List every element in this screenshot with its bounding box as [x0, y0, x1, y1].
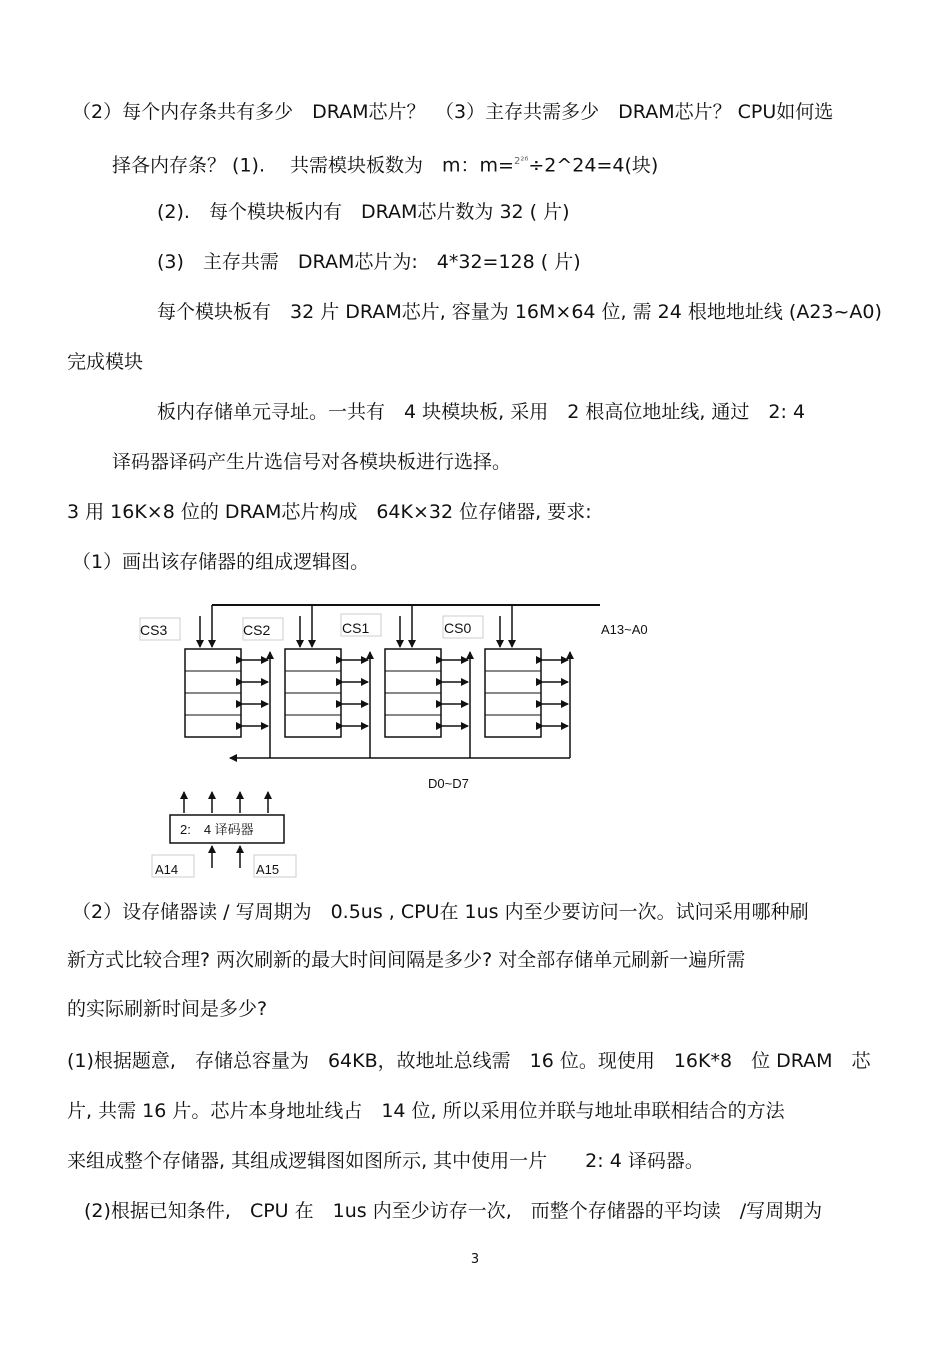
data-bus-label: D0~D7 — [428, 776, 469, 791]
address-bus-label: A13~A0 — [601, 622, 648, 637]
text-line-11: （2）设存储器读 / 写周期为 0.5us , CPU在 1us 内至少要访问一次。试问采用哪种刷 — [72, 901, 809, 923]
text-line-2a: 择各内存条？ (1). 共需模块板数为 m：m= — [112, 154, 514, 177]
cs1-label: CS1 — [342, 620, 370, 636]
text-line-4: (3) 主存共需 DRAM芯片为: 4*32=128 ( 片) — [157, 251, 581, 273]
data-links — [230, 652, 570, 758]
text-line-3: (2). 每个模块板内有 DRAM芯片数为 32 ( 片) — [157, 201, 570, 223]
text-line-13: 的实际刷新时间是多少? — [67, 998, 268, 1020]
text-line-2 — [112, 150, 658, 177]
chip-group-4 — [485, 605, 541, 737]
text-line-12: 新方式比较合理? 两次刷新的最大时间间隔是多少? 对全部存储单元刷新一遍所需 — [67, 949, 746, 971]
a15-label: A15 — [256, 862, 280, 877]
text-line-17: (2)根据已知条件, CPU 在 1us 内至少访存一次, 而整个存储器的平均读 /写周期为 — [84, 1200, 823, 1222]
text-line-15: 片, 共需 16 片。芯片本身地址线占 14 位, 所以采用位并联与地址串联相结合的方法 — [67, 1100, 785, 1122]
decoder-block — [152, 792, 296, 877]
chip-group-2 — [285, 605, 341, 737]
text-line-10: （1）画出该存储器的组成逻辑图。 — [72, 551, 370, 573]
chip-group-1 — [185, 605, 241, 737]
formula-superscript: 2²⁶ — [513, 156, 529, 167]
page-number: 3 — [470, 1252, 480, 1267]
decoder-label: 2: 4 译码器 — [180, 822, 254, 837]
memory-logic-diagram — [130, 598, 690, 883]
text-line-16: 来组成整个存储器, 其组成逻辑图如图所示, 其中使用一片 2: 4 译码器。 — [67, 1150, 704, 1172]
a14-label: A14 — [155, 862, 179, 877]
text-line-6: 完成模块 — [67, 351, 144, 373]
text-line-8: 译码器译码产生片选信号对各模块板进行选择。 — [112, 451, 512, 473]
chip-group-3 — [385, 605, 441, 737]
text-line-9: 3 用 16K×8 位的 DRAM芯片构成 64K×32 位存储器, 要求: — [67, 501, 592, 523]
text-line-2b: ÷2^24=4(块) — [528, 154, 659, 177]
text-line-7: 板内存储单元寻址。一共有 4 块模块板, 采用 2 根高位地址线, 通过 2: 4 — [157, 401, 806, 423]
cs2-label: CS2 — [243, 622, 271, 638]
cs0-label: CS0 — [444, 620, 472, 636]
text-line-1: （2）每个内存条共有多少 DRAM芯片？ （3）主存共需多少 DRAM芯片？ CPU如何选 — [72, 101, 834, 123]
text-line-14: (1)根据题意, 存储总容量为 64KB，故地址总线需 16 位。现使用 16K*8 位 DRAM 芯 — [67, 1050, 871, 1072]
cs3-label: CS3 — [140, 622, 168, 638]
text-line-5: 每个模块板有 32 片 DRAM芯片, 容量为 16M×64 位, 需 24 根地地址线 (A23~A0) — [157, 301, 882, 323]
